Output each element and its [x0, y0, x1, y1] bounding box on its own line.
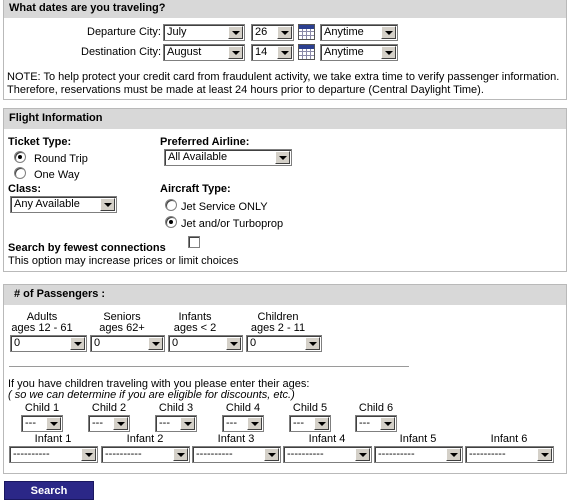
infant-6-value: ---------- [469, 448, 506, 460]
child-2-value: --- [92, 417, 103, 429]
infants-subtitle: ages < 2 [173, 322, 217, 334]
child-6-select[interactable] [355, 415, 397, 432]
chevron-down-icon [247, 417, 262, 430]
adults-title: Adults [26, 311, 58, 323]
infant-3-value: ---------- [196, 448, 233, 460]
chevron-down-icon [275, 151, 290, 164]
search-button[interactable]: Search [4, 481, 94, 500]
infant-4-select[interactable] [283, 446, 372, 463]
children-ages-note2: ( so we can determine if you are eligible for discounts, etc.) [8, 389, 295, 401]
seniors-title: Seniors [103, 311, 141, 323]
jet-only-label: Jet Service ONLY [181, 201, 268, 213]
child-3-value: --- [159, 417, 170, 429]
chevron-down-icon [148, 337, 163, 350]
chevron-down-icon [226, 337, 241, 350]
child-2-select[interactable] [88, 415, 130, 432]
infant-6-label: Infant 6 [490, 433, 528, 445]
chevron-down-icon [537, 448, 552, 461]
departure-day-select[interactable] [251, 24, 294, 41]
chevron-down-icon [264, 448, 279, 461]
adults-value: 0 [14, 337, 21, 349]
dates-section [3, 0, 567, 100]
infant-2-value: ---------- [105, 448, 142, 460]
round-trip-label: Round Trip [34, 153, 88, 165]
chevron-down-icon [173, 448, 188, 461]
preferred-airline-select[interactable] [164, 149, 292, 166]
child-1-label: Child 1 [24, 402, 60, 414]
adults-select[interactable] [10, 335, 87, 352]
preferred-airline-label: Preferred Airline: [160, 136, 250, 148]
class-select[interactable] [10, 196, 117, 213]
seniors-select[interactable] [90, 335, 165, 352]
chevron-down-icon [446, 448, 461, 461]
infant-3-label: Infant 3 [217, 433, 255, 445]
flight-header: Flight Information [4, 109, 566, 129]
seniors-subtitle: ages 62+ [99, 322, 145, 334]
chevron-down-icon [100, 198, 115, 211]
infants-title: Infants [178, 311, 212, 323]
chevron-down-icon [180, 417, 195, 430]
chevron-down-icon [81, 448, 96, 461]
aircraft-type-label: Aircraft Type: [160, 183, 231, 195]
child-4-label: Child 4 [225, 402, 261, 414]
flight-section [3, 108, 567, 272]
chevron-down-icon [228, 46, 243, 59]
chevron-down-icon [381, 26, 396, 39]
child-4-select[interactable] [222, 415, 264, 432]
destination-month-select[interactable] [163, 44, 245, 61]
departure-calendar-icon[interactable] [298, 24, 315, 40]
infant-2-select[interactable] [101, 446, 190, 463]
class-label: Class: [8, 183, 42, 195]
child-5-label: Child 5 [292, 402, 328, 414]
fewest-connections-label: Search by fewest connections [8, 242, 166, 254]
chevron-down-icon [46, 417, 61, 430]
infant-1-value: ---------- [13, 448, 50, 460]
child-2-label: Child 2 [91, 402, 127, 414]
chevron-down-icon [277, 26, 292, 39]
departure-time-select[interactable] [320, 24, 398, 41]
infant-5-value: ---------- [378, 448, 415, 460]
child-6-value: --- [359, 417, 370, 429]
children-value: 0 [250, 337, 257, 349]
dates-note-line2: Therefore, reservations must be made at least 24 hours prior to departure (Central Daylight Time). [7, 84, 484, 96]
children-ages-note: If you have children traveling with you please enter their ages: [8, 378, 310, 390]
destination-time-value: Anytime [324, 46, 364, 58]
destination-calendar-icon[interactable] [298, 44, 315, 60]
child-1-select[interactable] [21, 415, 63, 432]
chevron-down-icon [113, 417, 128, 430]
fewest-connections-checkbox[interactable] [188, 236, 200, 248]
departure-day-value: 26 [255, 26, 268, 38]
one-way-label: One Way [34, 169, 80, 181]
destination-day-value: 14 [255, 46, 268, 58]
passengers-divider [9, 366, 409, 368]
round-trip-radio[interactable] [14, 151, 26, 163]
destination-month-value: August [167, 46, 202, 58]
chevron-down-icon [228, 26, 243, 39]
child-4-value: --- [226, 417, 237, 429]
infant-4-label: Infant 4 [308, 433, 346, 445]
chevron-down-icon [355, 448, 370, 461]
destination-time-select[interactable] [320, 44, 398, 61]
chevron-down-icon [314, 417, 329, 430]
class-value: Any Available [14, 198, 80, 210]
child-5-value: --- [293, 417, 304, 429]
dates-header: What dates are you traveling? [4, 0, 566, 18]
chevron-down-icon [380, 417, 395, 430]
adults-subtitle: ages 12 - 61 [11, 322, 73, 334]
one-way-radio[interactable] [14, 167, 26, 179]
child-6-label: Child 6 [358, 402, 394, 414]
ticket-type-label: Ticket Type: [8, 136, 72, 148]
infant-4-value: ---------- [287, 448, 324, 460]
departure-month-select[interactable] [163, 24, 245, 41]
children-select[interactable] [246, 335, 322, 352]
infant-3-select[interactable] [192, 446, 281, 463]
infant-1-label: Infant 1 [34, 433, 72, 445]
seniors-value: 0 [94, 337, 101, 349]
chevron-down-icon [381, 46, 396, 59]
child-1-value: --- [25, 417, 36, 429]
passengers-section [3, 284, 567, 474]
infant-6-select[interactable] [465, 446, 554, 463]
departure-time-value: Anytime [324, 26, 364, 38]
chevron-down-icon [70, 337, 85, 350]
child-5-select[interactable] [289, 415, 331, 432]
fewest-connections-note: This option may increase prices or limit choices [8, 255, 239, 267]
infant-1-select[interactable] [9, 446, 98, 463]
destination-label: Destination City: [81, 46, 162, 58]
infants-value: 0 [172, 337, 179, 349]
child-3-select[interactable] [155, 415, 197, 432]
infants-select[interactable] [168, 335, 243, 352]
jet-turboprop-radio[interactable] [165, 216, 177, 228]
departure-month-value: July [167, 26, 187, 38]
chevron-down-icon [277, 46, 292, 59]
children-title: Children [257, 311, 299, 323]
jet-only-radio[interactable] [165, 199, 177, 211]
chevron-down-icon [305, 337, 320, 350]
infant-2-label: Infant 2 [126, 433, 164, 445]
jet-turboprop-label: Jet and/or Turboprop [181, 218, 284, 230]
destination-day-select[interactable] [251, 44, 294, 61]
children-subtitle: ages 2 - 11 [250, 322, 306, 334]
dates-note-line1: NOTE: To help protect your credit card from fraudulent activity, we take extra time to verify passenger information. [7, 71, 560, 83]
passengers-header: # of Passengers : [4, 285, 566, 305]
infant-5-select[interactable] [374, 446, 463, 463]
preferred-airline-value: All Available [168, 151, 228, 163]
infant-5-label: Infant 5 [399, 433, 437, 445]
departure-label: Departure City: [87, 26, 161, 38]
child-3-label: Child 3 [158, 402, 194, 414]
